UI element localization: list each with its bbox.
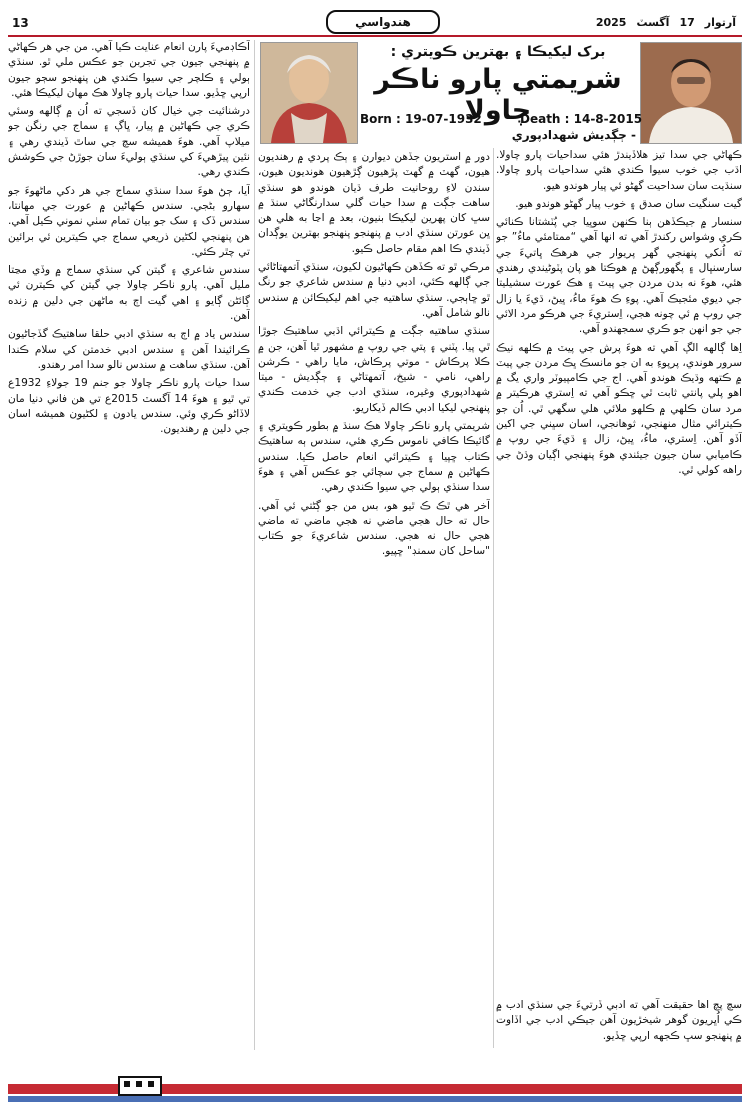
article-byline: - ڄڳديش شهدادپوري [511,128,636,142]
portrait-photo-right [640,42,742,144]
column-paragraph: شريمتي پارو ناڪر چاولا هڪ سنڌ ۾ بطور ڪويتري ۽ گائيڪا ڪافي ناموس ڪري هئي، سندس ٻه ساهتيڪ ڪتاب ڇپيا ۽ ڪيترائي انعام حاصل ڪيا. سندس ڪهاڻين ۾ سماج جي سچائي جو عڪس آهي ۽ هوءَ سدا سنڌي ٻولي جي سيوا ڪندي رهي. [258,420,490,494]
article-column-1-bottom [496,998,742,1060]
column-paragraph: مرڪي ٿو ته ڪڏهن ڪهاڻيون لکيون، سنڌي آتمهتاڻائي جي ڳالهه ڪئي، ادبي دنيا ۾ سندس شاعري جو رنگ ٿو ڇاٻجي. سنڌي ساهتيه جي اهم ليکيڪائن ۾ سندس نالو شامل آهي. [258,261,490,319]
column-divider [493,148,494,1048]
column-paragraph: اِها ڳالهه الڳ آهي ته هوءَ پرش جي پيٽ ۾ ڪلهه نيڪ سرور هوندي، پرپوءِ به ان جو مانسڪ ڀڪ مردن جي پيٽ ۾ ڪتهه وڌيڪ هوندو آهي. اج جي ڪامپيوٽر واري يگ ۾ اهو پلي پانتي ثابت ٿي ڇڪو آهي ته اِستري هرڪيتر ۾ مرد سان ڪلهي ۾ ڪلهو ملائي هلي سگهي ٿي. اُن جو ڪيترائي مثال منهنجي، ثوهانجي، اسان سڀني جي اکين آڏو آهن. اِستري، ماءُ، ڀيڻ، زال ۽ ڌيءَ جي روپ ۾ ڪاميابي سان جيون جيئندي هوءَ پنهنجي اڳيان وڌڻ جي راهه کولي ٿي. [496,341,742,476]
column-paragraph: سنڌي ساهتيه جڳت ۾ ڪيترائي اڌبي ساهتيڪ جوڙا ٿي پيا. پٽني ۽ پتي جي روپ ۾ مشهور ٿيا آهن، جن ۾ ڪلا پرڪاش - موتي پرڪاش، مايا راهي - ڪرشن راهي، نامي - شيخ، آتمهتاڻي ۽ ڄڳديش - ميتا شهدادپوري وغيره، سنڌي ادب جي خدمت ڪندي پنهنجي ليکيا ادبي ڪالم ڏيکاريو. [258,325,490,414]
column-paragraph: سنسار ۾ جيڪڏهن ٻنا ڪنهن سوڀيا جي پُٽشتانا ڪنائي ڪري وشواس رکندڙ آهي ته انها آهي “ممتامئي ماءُ” جو ته اُنکي پنهنجي گهر پريوار جي هرهڪ ڀاتيءَ جي سارسنڀال ۽ پگهورڳهڻ ۾ هوڪتا هو پان پٽوڻيندي رهندي هئي، هوءَ نه بدن مردن جي پيٽ ۽ هڪ عورت سشيليتا جي ديوي مئجيڪ آهي. پوءِ ڪ هوءَ ماءُ، ڀيڻ، ڌيءَ يا زال جي روپ ۾ ئي چونه هجي، اِستريءَ جي هرڪو مرد الائي جي جو انهن جو ڪري سمجهندو آهي. [496,216,742,336]
column-paragraph: آيا، ڄڻ هوءَ سدا سنڌي سماج جي هر دکي ماڻهوءَ جو سهارو بڻجي. سندس ڪهاڻين ۾ عورت جي مهانتا، سندس ڏک ۽ سک جو بيان تمام سٺي نموني ڪيل آهي. هن پنهنجي لکڻين ذريعي سماج جي ڪيترين ئي برائين تي چٿر ڪئي. [8,184,250,258]
column-paragraph: سچ پچ اها حقيقت آهي ته ادبي ڏرتيءَ جي سنڌي ادب ۾ ڪي اُڀريون گوهر شيخڙيون آهن جيڪي ادب جي اڏاوت ۾ پنهنجو سڀ ڪجهه ارپي ڇڏيو. [496,999,742,1042]
masthead: هندواسي [326,10,440,34]
article-subtitle: برک ليکيڪا ۽ بهترين ڪويتري : [390,44,606,60]
header-rule [8,35,742,37]
column-paragraph: آخر هي ٿڪ ڪ ٿيو هو، بس من جو ڳڻتي ئي آهي. حال ته حال هجي ماضي نه هجي ماضي ته ماضي هجي حال نه هجي. سندس شاعريءَ جو ڪتاب "ساحل کان سمنڊ" ڇپيو. [258,499,490,558]
column-paragraph: آڪاڊميءَ پارن انعام عنايت ڪيا آهي. من جي هر ڪهاڻي ۾ پنهنجي جيون جي تجربن جو عڪس ملي ٿو. سنڌي ٻولي ۽ ڪلچر جي سيوا ڪندي هن پنهنجو سڄو جيون ارپي ڇڏيو. سدا حيات پارو چاولا هڪ مهان ليکيڪا هئي. [8,41,250,99]
column-paragraph: دور ۾ استريون جڏهن ديوارن ۽ ٻڪ پردي ۾ رهنديون هيون، گهٽ ۾ گهٽ پڙهيون ڳڙهيون هونديون هيون، سندن لاءِ روحانيت طرف ڌيان هوندو هو سنڌي ساهت جڳت ۾ سدا حيات گلي سدارنگاڻي سنڌ ۾ سڀ کان پهرين ليکيڪا بنيون، بعد ۾ اڃا به هلي هن ڀن عورتن سنڌي ادب ۾ پنهنجو پنهنجو بهترين يوڳدان ڏيندي ڪا اهم مقام حاصل ڪيو. [258,151,490,255]
article-column-1 [496,148,742,990]
article-title: شريمتي پارو ناڪر چاولا [374,64,622,126]
page-number: 13 [12,16,29,30]
article-column-2 [258,150,490,990]
issue-date-day: 17 [679,16,695,29]
portrait-left-image [261,43,357,143]
issue-year: 2025 [595,16,627,29]
column-paragraph: سندس ياد ۾ اڄ به سنڌي ادبي حلقا ساهتيڪ گڏجاڻيون ڪرائيندا آهن ۽ سندس ادبي خدمتن کي سلام ڪندا آهن. سنڌي ساهت ۾ سندس نالو سدا امر رهندو. [8,328,250,371]
column-paragraph: سندس شاعري ۽ گيتن کي سنڌي سماج ۾ وڏي مڃتا مليل آهي. پارو ناڪر چاولا جي گيتن کي ڪيترن ئي ڳائڻن ڳايو ۽ اهي گيت اڄ به ماڻهن جي دلين ۾ زنده آهن. [8,264,250,323]
page-header [8,10,742,34]
column-paragraph: گيت سنگيت سان صدق ۽ خوب پيار گهڻو هوندو هيو. [515,197,742,210]
column-paragraph: ڪهاڻي جي سدا تيز هلاڏيندڙ هئي سداحيات پارو چاولا. اڌب جي خوب سيوا ڪندي هئي سداحيات پارو چاولا. سنڌيت سان سداحيت گهڻو ئي پيار هوندو هيو. [496,149,742,192]
issue-date [586,16,736,29]
death-date: Death : 14-8-2015 [520,112,643,126]
page-footer [0,1072,750,1109]
portrait-photo-left [260,42,358,144]
born-date: Born : 19-07-1932 [360,112,482,126]
portrait-right-image [641,43,741,143]
end-mark-icon [118,1076,162,1096]
footer-blue-bar [8,1096,742,1102]
issue-day: آرتوار [704,16,736,29]
column-paragraph: درشنائيت جي خيال کان ڏسجي ته اُن ۾ ڳالهه وسئي ڪري جي ڪهاڻين ۾ پيار، ڀاڳ ۽ سماج جي رنگن جو ميلاپ آهي. هوءَ هميشه سچ جي ساٿ ڏيندي رهي ۽ نئين پيڙهيءَ کي سنڌي ٻوليءَ سان جوڙڻ جي ڪوشش ڪندي رهي. [8,105,250,179]
column-divider [254,40,255,1050]
article-column-3 [8,40,250,1050]
issue-month: آگسٽ [636,16,670,29]
column-paragraph: سدا حيات پارو ناڪر چاولا جو جنم 19 جولاءِ 1932ع تي ٿيو ۽ هوءَ 14 آگسٽ 2015ع تي هن فاني دنيا مان لاڏاڻو ڪري وئي. سندس يادون ۽ لکڻيون هميشه اسان جي دلين ۾ رهنديون. [8,377,250,436]
